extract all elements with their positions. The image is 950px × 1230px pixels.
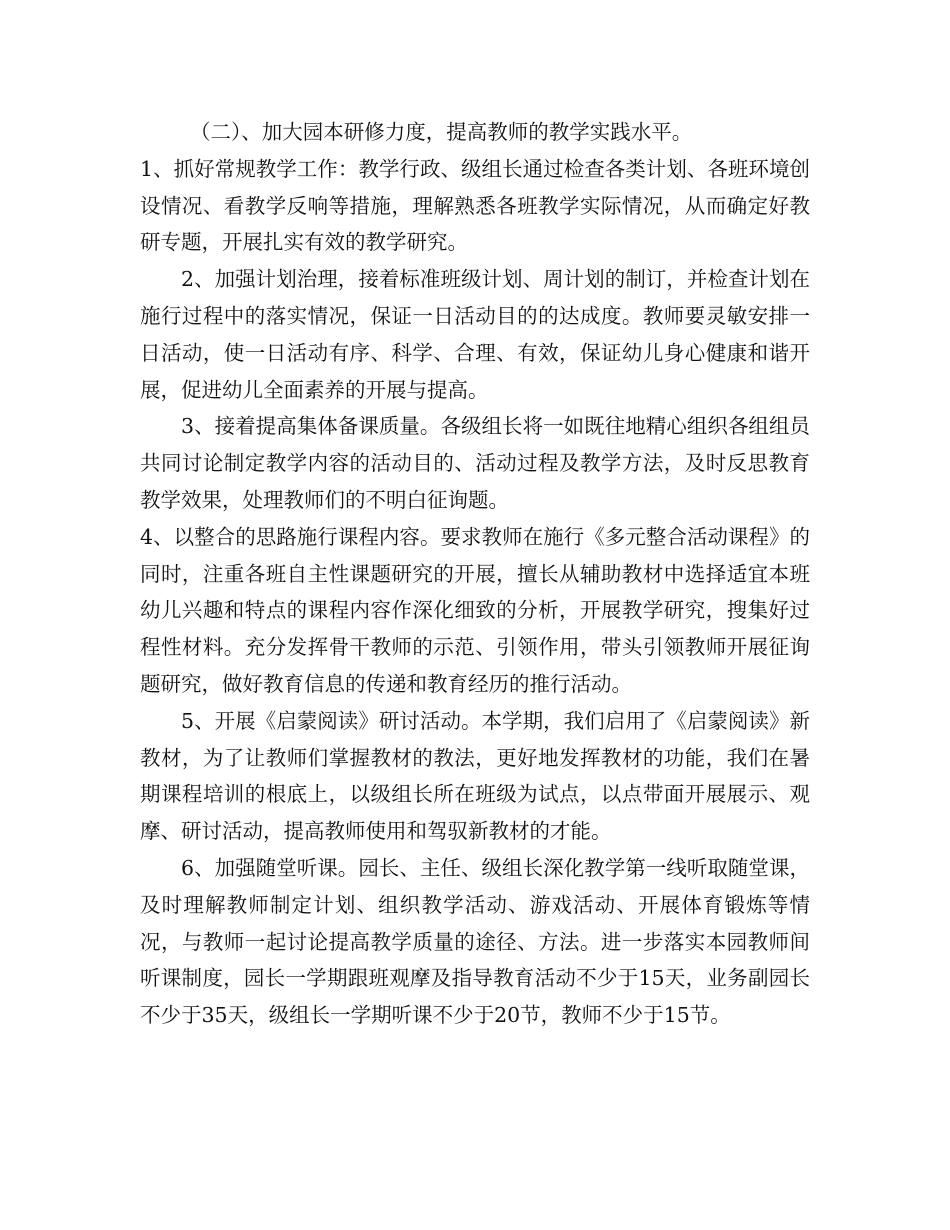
paragraph-4: 4、以整合的思路施行课程内容。要求教师在施行《多元整合活动课程》的同时，注重各班自主性课题研究的开展，擅长从辅助教材中选择适宜本班幼儿兴趣和特点的课程内容作深化细致的分析，开展教学研究，搜集好过程性材料。充分发挥骨干教师的示范、引领作用，带头引领教师开展征询题研究，做好教育信息的传递和教育经历的推行活动。 (140, 524, 810, 696)
paragraph-2: 2、加强计划治理，接着标准班级计划、周计划的制订，并检查计划在施行过程中的落实情况，保证一日活动目的的达成度。教师要灵敏安排一日活动，使一日活动有序、科学、合理、有效，保证幼儿身心健康和谐开展，促进幼儿全面素养的开展与提高。 (140, 267, 810, 402)
paragraph-5: 5、开展《启蒙阅读》研讨活动。本学期，我们启用了《启蒙阅读》新教材，为了让教师们掌握教材的教法，更好地发挥教材的功能，我们在暑期课程培训的根底上，以级组长所在班级为试点，以点带面开展展示、观摩、研讨活动，提高教师使用和驾驭新教材的才能。 (140, 708, 810, 844)
section-heading: （二）、加大园本研修力度，提高教师的教学实践水平。 (190, 120, 693, 144)
document-body (140, 114, 810, 1034)
paragraph-3: 3、接着提高集体备课质量。各级组长将一如既往地精心组织各组组员共同讨论制定教学内容的活动目的、活动过程及教学方法，及时反思教育教学效果，处理教师们的不明白征询题。 (140, 414, 810, 512)
paragraph-1: 1、抓好常规教学工作：教学行政、级组长通过检查各类计划、各班环境创设情况、看教学反响等措施，理解熟悉各班教学实际情况，从而确定好教研专题，开展扎实有效的教学研究。 (140, 156, 810, 255)
paragraph-6: 6、加强随堂听课。园长、主任、级组长深化教学第一线听取随堂课，及时理解教师制定计划、组织教学活动、游戏活动、开展体育锻炼等情况，与教师一起讨论提高教学质量的途径、方法。进一步落实本园教师间听课制度，园长一学期跟班观摩及指导教育活动不少于15天，业务副园长不少于35天，级组长一学期听课不少于20节，教师不少于15节。 (140, 855, 810, 1028)
